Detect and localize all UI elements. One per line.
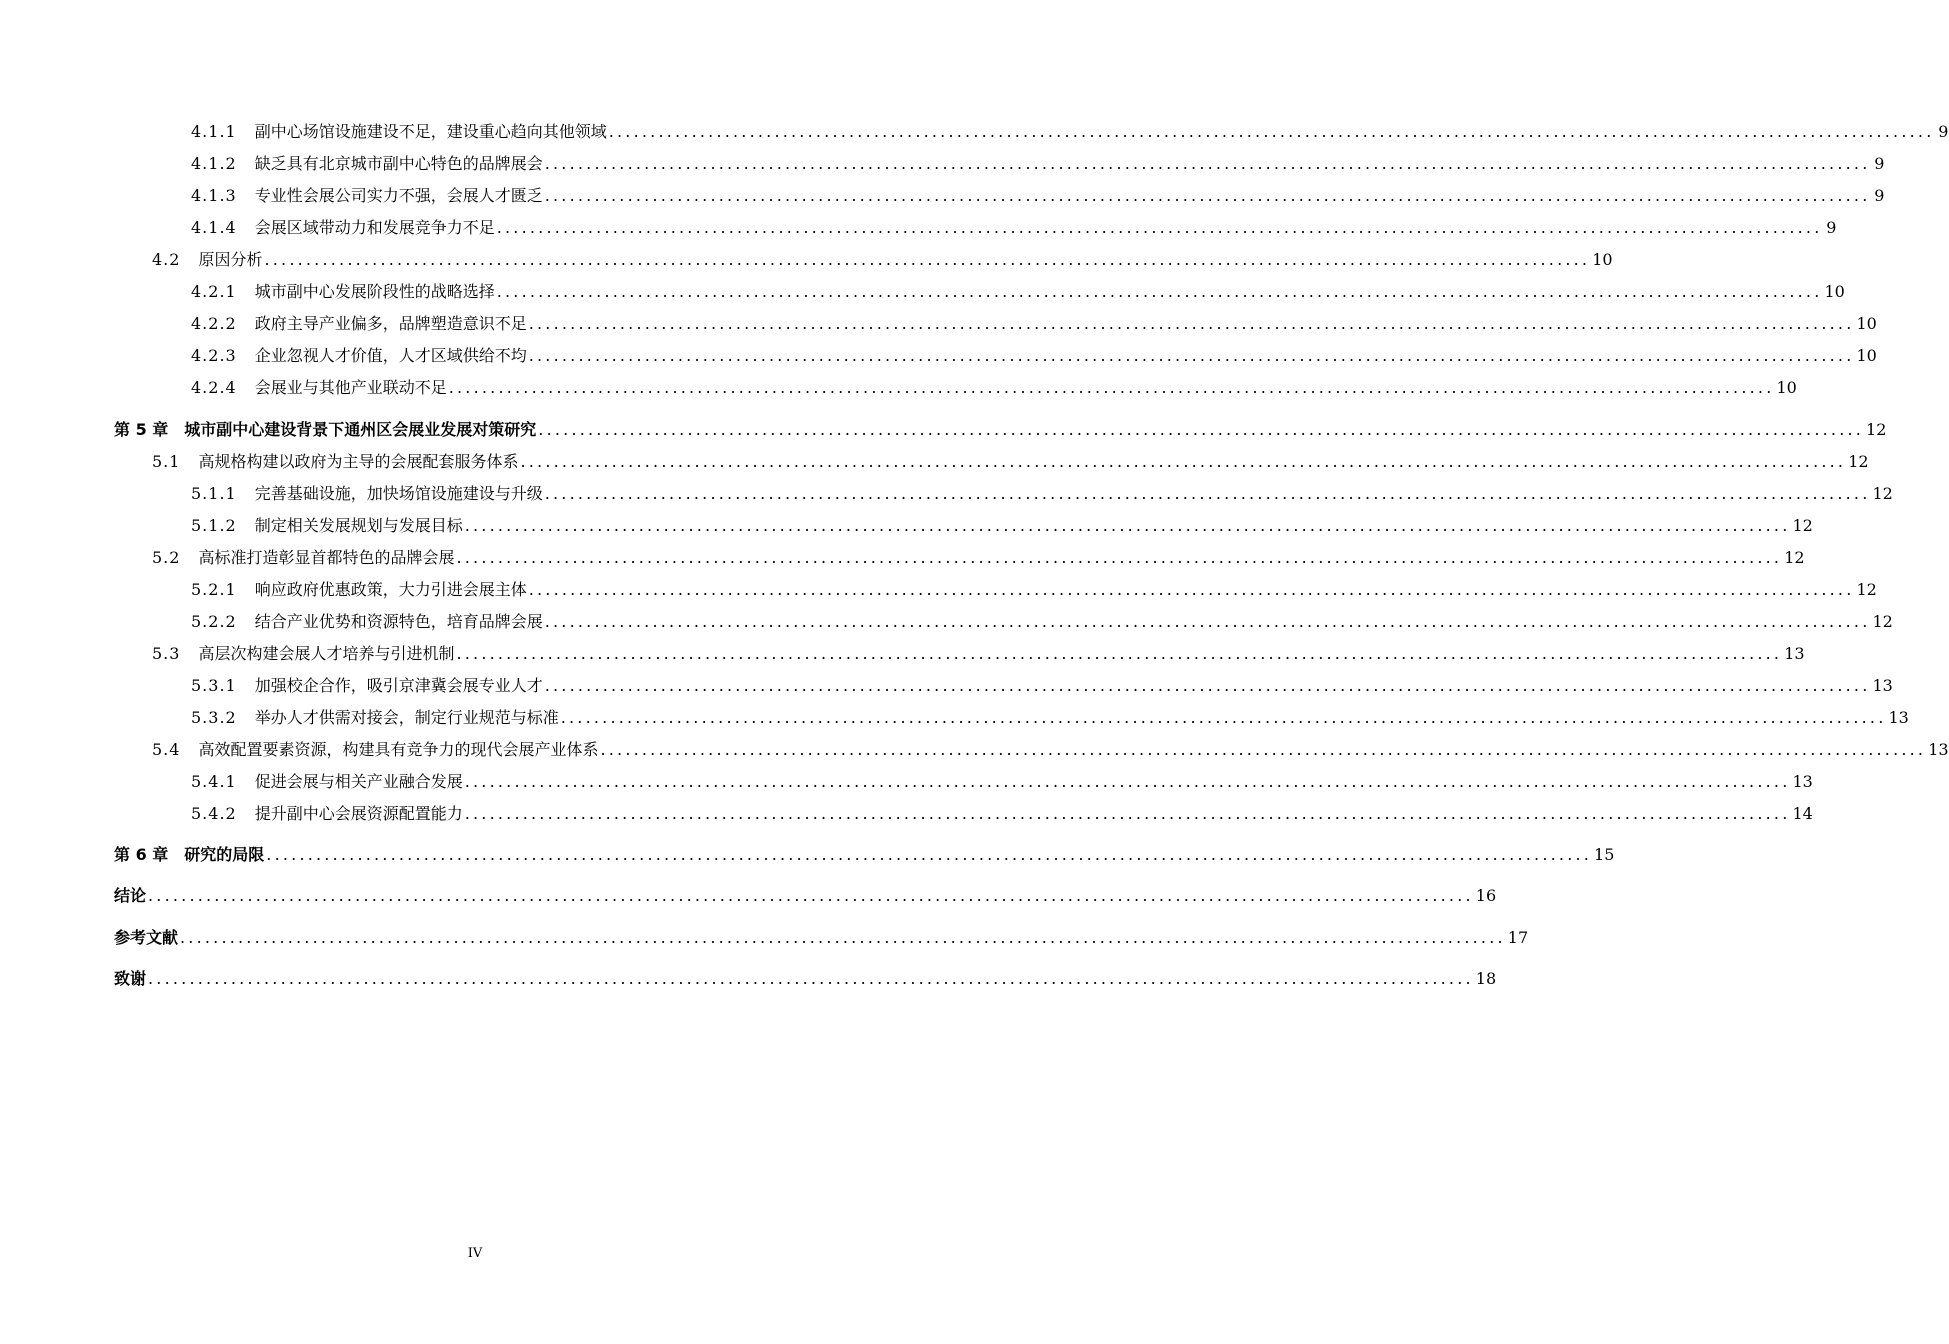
toc-entry-page: 9 xyxy=(1826,218,1837,237)
toc-entry-number: 4.2.3 xyxy=(191,346,237,365)
toc-entry[interactable] xyxy=(152,249,1613,271)
toc-dot-leader: ................................................................................................................................................................ xyxy=(544,676,1871,695)
toc-entry-number: 第 5 章 xyxy=(114,420,169,439)
toc-entry-page: 10 xyxy=(1856,346,1877,365)
toc-entry-title: 缺乏具有北京城市副中心特色的品牌展会 xyxy=(254,154,543,173)
page-number-footer: IV xyxy=(467,1246,483,1261)
toc-entry-number: 4.1.2 xyxy=(191,154,237,173)
toc-entry-page: 12 xyxy=(1872,612,1893,631)
toc-entry-page: 12 xyxy=(1848,452,1869,471)
toc-entry[interactable] xyxy=(191,185,1885,207)
toc-entry-number: 5.4.1 xyxy=(191,772,237,791)
toc-dot-leader: ................................................................................................................................................................ xyxy=(544,186,1871,205)
toc-dot-leader: ................................................................................................................................................................ xyxy=(560,708,1887,727)
toc-entry-page: 12 xyxy=(1872,484,1893,503)
toc-entry-title: 政府主导产业偏多，品牌塑造意识不足 xyxy=(254,314,527,333)
toc-entry[interactable] xyxy=(191,313,1877,335)
toc-entry-number: 5.1.1 xyxy=(191,484,237,503)
toc-entry-number: 5.1.2 xyxy=(191,516,237,535)
toc-entry-page: 13 xyxy=(1784,644,1805,663)
toc-entry-page: 13 xyxy=(1888,708,1909,727)
toc-entry-title: 高标准打造彰显首都特色的品牌会展 xyxy=(198,548,455,567)
toc-entry-page: 14 xyxy=(1792,804,1813,823)
toc-dot-leader: ................................................................................................................................................................ xyxy=(448,378,1775,397)
toc-entry[interactable] xyxy=(152,451,1869,473)
toc-dot-leader: ................................................................................................................................................................ xyxy=(148,969,1474,988)
toc-dot-leader: ................................................................................................................................................................ xyxy=(464,804,1791,823)
toc-entry-page: 10 xyxy=(1776,378,1797,397)
toc-entry[interactable] xyxy=(191,707,1909,729)
toc-entry-title: 城市副中心发展阶段性的战略选择 xyxy=(254,282,495,301)
toc-entry[interactable] xyxy=(191,345,1877,367)
toc-entry[interactable] xyxy=(191,611,1893,633)
toc-entry-title: 提升副中心会展资源配置能力 xyxy=(254,804,463,823)
toc-entry-page: 13 xyxy=(1928,740,1949,759)
toc-entry[interactable] xyxy=(152,739,1949,761)
toc-entry-title: 城市副中心建设背景下通州区会展业发展对策研究 xyxy=(184,420,537,439)
toc-entry-number: 4.1.3 xyxy=(191,186,237,205)
toc-entry-number: 5.2.2 xyxy=(191,612,237,631)
toc-entry-title: 副中心场馆设施建设不足，建设重心趋向其他领域 xyxy=(254,122,607,141)
toc-entry[interactable] xyxy=(152,547,1805,569)
toc-entry-title: 致谢 xyxy=(114,969,147,988)
toc-entry-title: 结合产业优势和资源特色，培育品牌会展 xyxy=(254,612,543,631)
toc-entry[interactable] xyxy=(191,771,1813,793)
toc-entry-title: 高效配置要素资源，构建具有竞争力的现代会展产业体系 xyxy=(198,740,599,759)
toc-entry-number: 4.2 xyxy=(152,250,181,269)
toc-dot-leader: ................................................................................................................................................................ xyxy=(528,346,1855,365)
toc-dot-leader: ................................................................................................................................................................ xyxy=(544,154,1871,173)
toc-entry[interactable] xyxy=(191,515,1813,537)
toc-dot-leader: ................................................................................................................................................................ xyxy=(608,122,1935,141)
toc-entry-number: 4.1.4 xyxy=(191,218,237,237)
toc-entry[interactable] xyxy=(114,844,1615,866)
toc-dot-leader: ................................................................................................................................................................ xyxy=(456,644,1783,663)
toc-dot-leader: ................................................................................................................................................................ xyxy=(544,484,1871,503)
toc-entry[interactable] xyxy=(114,419,1887,441)
toc-dot-leader: ................................................................................................................................................................ xyxy=(264,250,1591,269)
toc-entry-number: 4.2.2 xyxy=(191,314,237,333)
toc-entry-number: 5.4.2 xyxy=(191,804,237,823)
toc-entry-number: 5.3.1 xyxy=(191,676,237,695)
toc-entry-number: 5.1 xyxy=(152,452,181,471)
toc-entry-number: 5.3.2 xyxy=(191,708,237,727)
toc-entry-page: 12 xyxy=(1856,580,1877,599)
toc-entry-title: 会展业与其他产业联动不足 xyxy=(254,378,447,397)
toc-entry-page: 12 xyxy=(1784,548,1805,567)
toc-dot-leader: ................................................................................................................................................................ xyxy=(180,928,1506,947)
toc-entry-title: 举办人才供需对接会，制定行业规范与标准 xyxy=(254,708,559,727)
toc-dot-leader: ................................................................................................................................................................ xyxy=(538,420,1865,439)
toc-entry-title: 原因分析 xyxy=(198,250,263,269)
toc-entry-number: 5.4 xyxy=(152,740,181,759)
toc-entry-number: 第 6 章 xyxy=(114,845,169,864)
toc-dot-leader: ................................................................................................................................................................ xyxy=(266,845,1593,864)
toc-entry[interactable] xyxy=(191,483,1893,505)
toc-entry-page: 17 xyxy=(1507,928,1529,947)
toc-entry[interactable] xyxy=(191,579,1877,601)
toc-entry[interactable] xyxy=(114,968,1497,990)
toc-entry-page: 13 xyxy=(1872,676,1893,695)
toc-entry-page: 9 xyxy=(1938,122,1949,141)
toc-entry-page: 12 xyxy=(1792,516,1813,535)
toc-entry-page: 15 xyxy=(1594,845,1615,864)
toc-entry[interactable] xyxy=(191,803,1813,825)
toc-entry-page: 16 xyxy=(1475,886,1497,905)
toc-dot-leader: ................................................................................................................................................................ xyxy=(528,314,1855,333)
toc-entry-title: 制定相关发展规划与发展目标 xyxy=(254,516,463,535)
toc-entry-title: 研究的局限 xyxy=(184,845,265,864)
toc-entry-title: 促进会展与相关产业融合发展 xyxy=(254,772,463,791)
toc-entry-page: 12 xyxy=(1866,420,1887,439)
toc-dot-leader: ................................................................................................................................................................ xyxy=(600,740,1927,759)
toc-entry-number: 5.2 xyxy=(152,548,181,567)
toc-dot-leader: ................................................................................................................................................................ xyxy=(544,612,1871,631)
toc-dot-leader: ................................................................................................................................................................ xyxy=(496,282,1823,301)
toc-entry[interactable] xyxy=(191,121,1949,143)
toc-entry-title: 会展区域带动力和发展竞争力不足 xyxy=(254,218,495,237)
toc-dot-leader: ................................................................................................................................................................ xyxy=(464,772,1791,791)
toc-entry-page: 18 xyxy=(1475,969,1497,988)
toc-entry-number: 5.3 xyxy=(152,644,181,663)
toc-entry[interactable] xyxy=(191,281,1845,303)
toc-dot-leader: ................................................................................................................................................................ xyxy=(528,580,1855,599)
toc-entry-title: 专业性会展公司实力不强，会展人才匮乏 xyxy=(254,186,543,205)
toc-entry-page: 10 xyxy=(1592,250,1613,269)
toc-entry-page: 10 xyxy=(1824,282,1845,301)
toc-entry[interactable] xyxy=(191,217,1837,239)
toc-entry-title: 参考文献 xyxy=(114,928,179,947)
toc-entry-number: 5.2.1 xyxy=(191,580,237,599)
toc-entry[interactable] xyxy=(152,643,1805,665)
toc-entry-title: 高规格构建以政府为主导的会展配套服务体系 xyxy=(198,452,519,471)
toc-entry-page: 9 xyxy=(1874,154,1885,173)
toc-dot-leader: ................................................................................................................................................................ xyxy=(148,886,1474,905)
toc-entry-number: 4.2.4 xyxy=(191,378,237,397)
toc-entry[interactable] xyxy=(191,153,1885,175)
toc-dot-leader: ................................................................................................................................................................ xyxy=(520,452,1847,471)
toc-dot-leader: ................................................................................................................................................................ xyxy=(464,516,1791,535)
toc-entry-title: 高层次构建会展人才培养与引进机制 xyxy=(198,644,455,663)
toc-entry[interactable] xyxy=(191,377,1797,399)
toc-entry-title: 企业忽视人才价值，人才区域供给不均 xyxy=(254,346,527,365)
toc-entry-title: 结论 xyxy=(114,886,147,905)
toc-entry-number: 4.2.1 xyxy=(191,282,237,301)
toc-dot-leader: ................................................................................................................................................................ xyxy=(456,548,1783,567)
toc-entry[interactable] xyxy=(191,675,1893,697)
toc-entry-page: 10 xyxy=(1856,314,1877,333)
toc-entry[interactable] xyxy=(114,927,1529,949)
toc-entry-title: 响应政府优惠政策，大力引进会展主体 xyxy=(254,580,527,599)
toc-entry-number: 4.1.1 xyxy=(191,122,237,141)
toc-entry-page: 9 xyxy=(1874,186,1885,205)
toc-entry[interactable] xyxy=(114,885,1497,907)
toc-entry-title: 完善基础设施，加快场馆设施建设与升级 xyxy=(254,484,543,503)
toc-dot-leader: ................................................................................................................................................................ xyxy=(496,218,1823,237)
toc-entry-page: 13 xyxy=(1792,772,1813,791)
toc-entry-title: 加强校企合作，吸引京津冀会展专业人才 xyxy=(254,676,543,695)
